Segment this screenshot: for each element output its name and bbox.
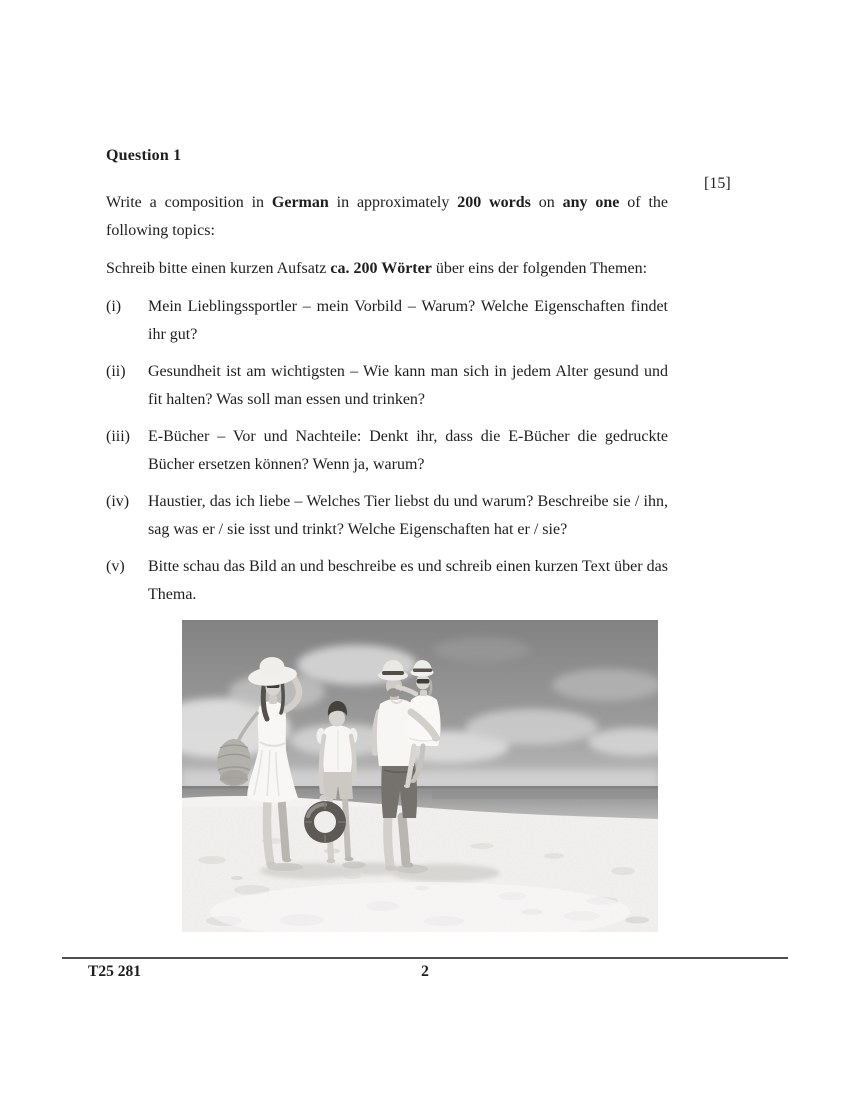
topic-text: Gesundheit ist am wichtigsten – Wie kann man sich in jedem Alter gesund und fit halten? Was soll man essen und trinken? [148,363,668,408]
topic-item-i [106,293,668,349]
topic-item-iv [106,488,668,544]
topic-numeral: (v) [106,558,125,575]
paper-code: T25 281 [88,963,141,980]
instruction-english-seg: of the following topics: [106,194,669,239]
instruction-english [106,189,668,245]
instruction-german-seg: über eins der folgenden Themen: [431,260,648,277]
instruction-english-seg: on [530,194,563,211]
page-number: 2 [421,963,429,980]
instruction-english-bold: 200 words [457,194,531,211]
instruction-english-seg: Write a composition in [106,194,272,211]
instruction-german [106,255,668,283]
instruction-english-seg: in approximately [328,194,458,211]
beach-family-photo-art [182,620,658,932]
question-content [106,147,668,618]
topic-text: Bitte schau das Bild an und beschreibe es und schreib einen kurzen Text über das Thema. [148,558,668,603]
topic-text: Haustier, das ich liebe – Welches Tier liebst du und warum? Beschreibe sie / ihn, sag was er / sie isst und trinkt? Welche Eigenschaften hat er / sie? [148,493,668,538]
marks-label: [15] [704,175,731,192]
topic-numeral: (iv) [106,493,130,510]
topic-numeral: (i) [106,298,122,315]
topic-item-iii [106,423,668,479]
topic-item-ii [106,358,668,414]
instruction-german-bold: ca. 200 Wörter [330,260,432,277]
question-heading: Question 1 [106,147,182,164]
topic-numeral: (ii) [106,363,126,380]
topic-numeral: (iii) [106,428,130,445]
topic-item-v [106,553,668,609]
topic-text: Mein Lieblingssportler – mein Vorbild – Warum? Welche Eigenschaften findet ihr gut? [148,298,668,343]
topic-text: E-Bücher – Vor und Nachteile: Denkt ihr, dass die E-Bücher die gedruckte Bücher ersetzen können? Wenn ja, warum? [148,428,668,473]
beach-family-photo [182,620,658,932]
page-footer [62,957,788,980]
instruction-german-seg: Schreib bitte einen kurzen Aufsatz [106,260,331,277]
instruction-english-bold: any one [562,194,620,211]
instruction-english-bold: German [271,194,329,211]
